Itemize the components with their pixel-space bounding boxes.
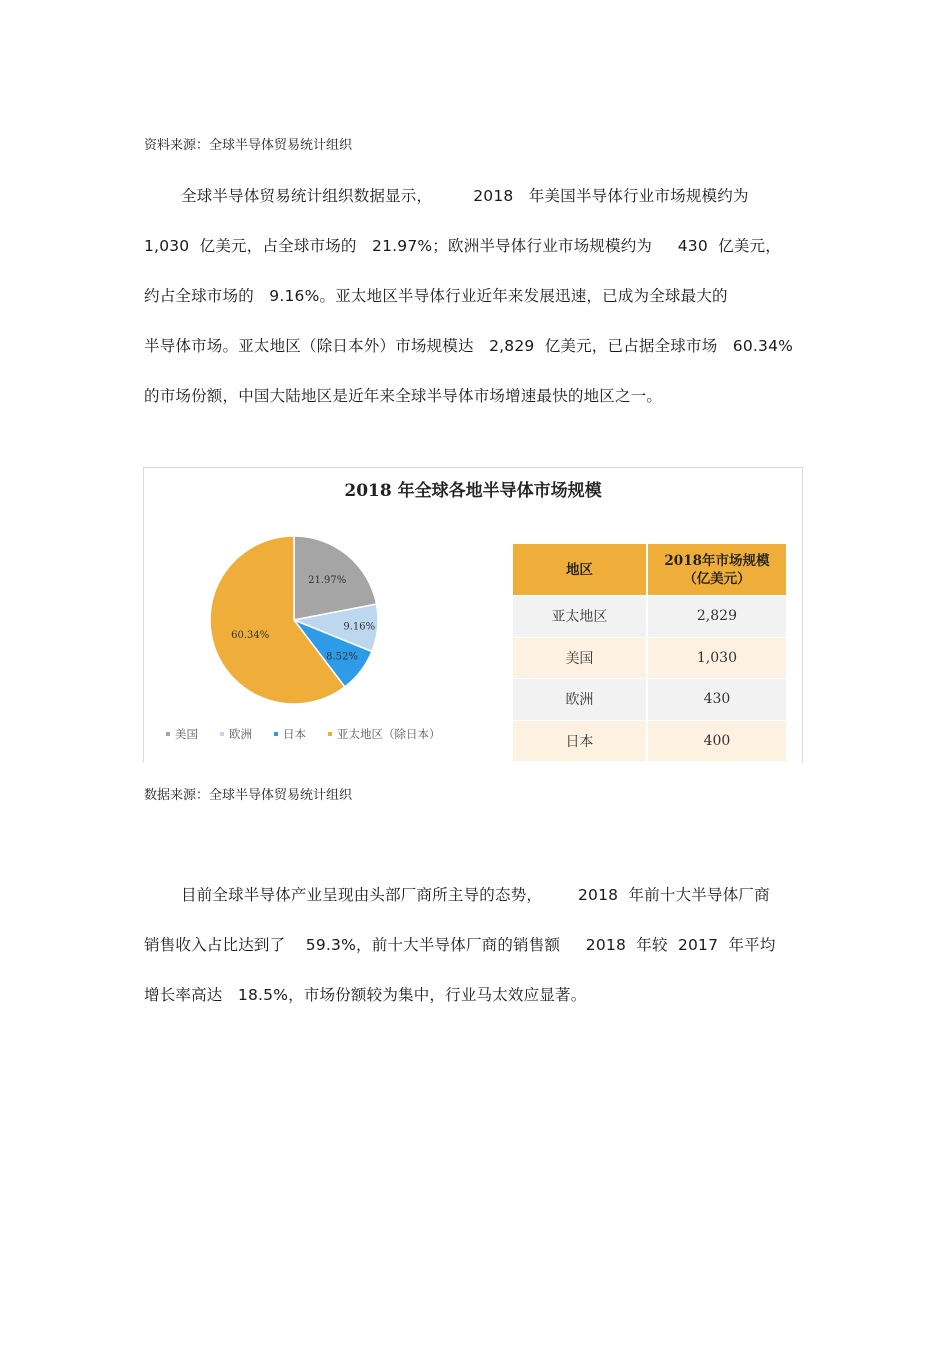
source-note-top: 资料来源：全球半导体贸易统计组织 [144, 138, 353, 153]
paragraph-line: 增长率高达 18.5%，市场份额较为集中，行业马太效应显著。 [144, 986, 587, 1004]
pie-data-label: 9.16% [343, 621, 376, 633]
legend-swatch [166, 732, 170, 736]
paragraph-line: 全球半导体贸易统计组织数据显示， 2018 年美国半导体行业市场规模约为 [181, 187, 749, 205]
paragraph-line: 约占全球市场的 9.16%。亚太地区半导体行业近年来发展迅速，已成为全球最大的 [144, 287, 728, 305]
legend-item-europe [220, 726, 252, 742]
table-row [513, 596, 786, 638]
table-header-region: 地区 [513, 544, 647, 596]
figure-title: 2018 年全球各地半导体市场规模 [344, 481, 602, 501]
legend-swatch [328, 732, 332, 736]
chart-legend [166, 726, 441, 742]
market-size-table [513, 544, 786, 761]
table-header-size-line1: 2018年市场规模 [664, 552, 770, 569]
legend-item-apac [328, 726, 441, 742]
legend-swatch [274, 732, 278, 736]
table-cell-value: 1,030 [647, 637, 786, 679]
pie-data-label: 8.52% [326, 651, 358, 663]
legend-item-us [166, 726, 198, 742]
pie-data-label: 60.34% [231, 629, 270, 641]
table-header-size [647, 544, 786, 596]
table-row [513, 637, 786, 679]
legend-label: 美国 [175, 727, 198, 741]
table-cell-value: 430 [647, 679, 786, 721]
legend-item-japan [274, 726, 306, 742]
paragraph-line: 的市场份额，中国大陆地区是近年来全球半导体市场增速最快的地区之一。 [144, 387, 663, 405]
paragraph-line: 1,030 亿美元，占全球市场的 21.97%；欧洲半导体行业市场规模约为 430 亿美元， [144, 237, 781, 255]
table-header-size-line2: （亿美元） [683, 570, 751, 587]
table-row [513, 720, 786, 761]
paragraph-line: 销售收入占比达到了 59.3%，前十大半导体厂商的销售额 2018 年较 2017 年平均 [144, 936, 776, 954]
table-cell-region: 美国 [513, 637, 647, 679]
figure-panel [143, 467, 803, 763]
legend-label: 亚太地区（除日本） [337, 727, 441, 741]
table-cell-region: 日本 [513, 720, 647, 761]
paragraph-line: 目前全球半导体产业呈现由头部厂商所主导的态势， 2018 年前十大半导体厂商 [181, 886, 770, 904]
table-cell-region: 亚太地区 [513, 596, 647, 638]
table-row [513, 679, 786, 721]
legend-label: 日本 [283, 727, 306, 741]
legend-swatch [220, 732, 224, 736]
pie-chart [194, 530, 394, 710]
legend-label: 欧洲 [229, 727, 252, 741]
source-note-bottom: 数据来源：全球半导体贸易统计组织 [144, 788, 353, 803]
paragraph-line: 半导体市场。亚太地区（除日本外）市场规模达 2,829 亿美元，已占据全球市场 60.34% [144, 337, 794, 355]
table-cell-value: 400 [647, 720, 786, 761]
table-cell-region: 欧洲 [513, 679, 647, 721]
pie-data-label: 21.97% [308, 574, 347, 586]
table-cell-value: 2,829 [647, 596, 786, 638]
